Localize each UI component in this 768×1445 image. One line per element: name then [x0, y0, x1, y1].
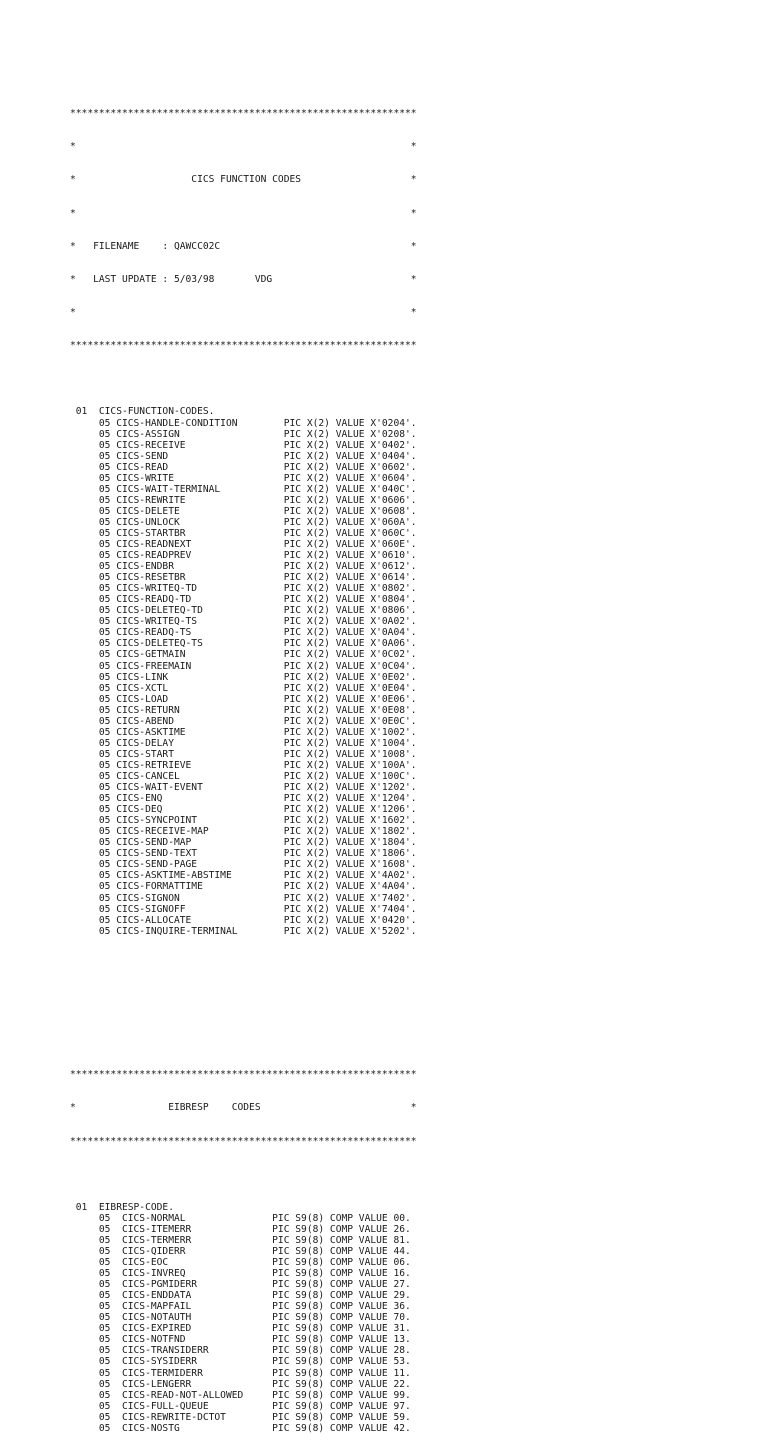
function-code-line: 05 CICS-FORMATTIME PIC X(2) VALUE X'4A04'.: [70, 881, 417, 893]
function-code-line: 05 CICS-LOAD PIC X(2) VALUE X'0E06'.: [70, 693, 417, 705]
function-code-line: 05 CICS-READ PIC X(2) VALUE X'0602'.: [70, 461, 417, 473]
function-code-line: 05 CICS-RESETBR PIC X(2) VALUE X'0614'.: [70, 572, 417, 584]
function-code-line: 05 CICS-READQ-TD PIC X(2) VALUE X'0804'.: [70, 594, 417, 606]
function-code-line: 05 CICS-RECEIVE PIC X(2) VALUE X'0402'.: [70, 439, 417, 451]
eibresp-code-line: 05 CICS-EXPIRED PIC S9(8) COMP VALUE 31.: [70, 1323, 411, 1335]
function-code-line: 05 CICS-READQ-TS PIC X(2) VALUE X'0A04'.: [70, 627, 417, 639]
eibresp-code-line: 05 CICS-SYSIDERR PIC S9(8) COMP VALUE 53.: [70, 1356, 411, 1368]
function-code-group-header: 01 CICS-FUNCTION-CODES.: [70, 406, 215, 418]
eibresp-code-line: 05 CICS-MAPFAIL PIC S9(8) COMP VALUE 36.: [70, 1301, 411, 1313]
function-code-line: 05 CICS-SEND-MAP PIC X(2) VALUE X'1804'.: [70, 837, 417, 849]
eibresp-code-line: 05 CICS-FULL-QUEUE PIC S9(8) COMP VALUE 97.: [70, 1400, 411, 1412]
function-code-line: 05 CICS-READNEXT PIC X(2) VALUE X'060E'.: [70, 539, 417, 551]
function-code-line: 05 CICS-LINK PIC X(2) VALUE X'0E02'.: [70, 671, 417, 683]
header-block: [70, 86, 417, 373]
function-code-line: 05 CICS-SEND-TEXT PIC X(2) VALUE X'1806'.: [70, 848, 417, 860]
function-code-line: 05 CICS-FREEMAIN PIC X(2) VALUE X'0C04'.: [70, 660, 417, 672]
eibresp-code-line: 05 CICS-NOSTG PIC S9(8) COMP VALUE 42.: [70, 1422, 411, 1434]
function-code-line: 05 CICS-SYNCPOINT PIC X(2) VALUE X'1602'.: [70, 815, 417, 827]
function-code-line: 05 CICS-DELETE PIC X(2) VALUE X'0608'.: [70, 505, 417, 517]
eibresp-code-line: 05 CICS-QIDERR PIC S9(8) COMP VALUE 44.: [70, 1246, 411, 1258]
function-code-line: 05 CICS-WAIT-EVENT PIC X(2) VALUE X'1202'.: [70, 782, 417, 794]
function-code-line: 05 CICS-START PIC X(2) VALUE X'1008'.: [70, 748, 417, 760]
function-code-line: 05 CICS-ENDBR PIC X(2) VALUE X'0612'.: [70, 561, 417, 573]
eibresp-code-line: 05 CICS-TERMERR PIC S9(8) COMP VALUE 81.: [70, 1234, 411, 1246]
eibresp-header-line: ************************************************************: [70, 1069, 417, 1081]
eibresp-code-line: 05 CICS-LENGERR PIC S9(8) COMP VALUE 22.: [70, 1378, 411, 1390]
spacer: [70, 1003, 417, 1014]
eibresp-header-title: * EIBRESP CODES *: [70, 1102, 417, 1114]
header-last-update: * LAST UPDATE : 5/03/98 VDG *: [70, 273, 417, 285]
function-code-line: 05 CICS-RETURN PIC X(2) VALUE X'0E08'.: [70, 704, 417, 716]
function-code-line: 05 CICS-INQUIRE-TERMINAL PIC X(2) VALUE X'5202'.: [70, 925, 417, 937]
function-code-line: 05 CICS-DELETEQ-TS PIC X(2) VALUE X'0A06'.: [70, 638, 417, 650]
function-code-line: 05 CICS-XCTL PIC X(2) VALUE X'0E04'.: [70, 682, 417, 694]
eibresp-code-line: 05 CICS-EOC PIC S9(8) COMP VALUE 06.: [70, 1257, 411, 1269]
eibresp-codes-block: [70, 1202, 417, 1434]
function-code-line: 05 CICS-HANDLE-CONDITION PIC X(2) VALUE X'0204'.: [70, 417, 417, 429]
eibresp-code-line: 05 CICS-TRANSIDERR PIC S9(8) COMP VALUE 28.: [70, 1345, 411, 1357]
eibresp-header-block: [70, 1047, 417, 1169]
function-code-line: 05 CICS-ABEND PIC X(2) VALUE X'0E0C'.: [70, 715, 417, 727]
eibresp-code-line: 05 CICS-TERMIDERR PIC S9(8) COMP VALUE 11.: [70, 1367, 411, 1379]
function-code-line: 05 CICS-WRITEQ-TS PIC X(2) VALUE X'0A02'.: [70, 616, 417, 628]
header-line: * *: [70, 141, 417, 153]
function-code-line: 05 CICS-SEND-PAGE PIC X(2) VALUE X'1608'.: [70, 859, 417, 871]
eibresp-code-line: 05 CICS-PGMIDERR PIC S9(8) COMP VALUE 27.: [70, 1279, 411, 1291]
eibresp-header-line: ************************************************************: [70, 1135, 417, 1147]
function-code-line: 05 CICS-WRITE PIC X(2) VALUE X'0604'.: [70, 472, 417, 484]
eibresp-code-line: 05 CICS-NOTFND PIC S9(8) COMP VALUE 13.: [70, 1334, 411, 1346]
function-code-line: 05 CICS-DEQ PIC X(2) VALUE X'1206'.: [70, 804, 417, 816]
function-code-line: 05 CICS-SEND PIC X(2) VALUE X'0404'.: [70, 450, 417, 462]
function-code-line: 05 CICS-CANCEL PIC X(2) VALUE X'100C'.: [70, 771, 417, 782]
eibresp-code-line: 05 CICS-REWRITE-DCTOT PIC S9(8) COMP VALUE 59.: [70, 1411, 411, 1423]
function-code-line: 05 CICS-RECEIVE-MAP PIC X(2) VALUE X'1802'.: [70, 826, 417, 838]
eibresp-code-line: 05 CICS-NOTAUTH PIC S9(8) COMP VALUE 70.: [70, 1312, 411, 1324]
header-line: * *: [70, 307, 417, 319]
eibresp-code-group-header: 01 EIBRESP-CODE.: [70, 1201, 174, 1213]
spacer: [70, 970, 417, 981]
function-code-line: 05 CICS-SIGNON PIC X(2) VALUE X'7402'.: [70, 892, 417, 904]
function-code-line: 05 CICS-ASKTIME-ABSTIME PIC X(2) VALUE X'4A02'.: [70, 870, 417, 882]
function-code-line: 05 CICS-ASSIGN PIC X(2) VALUE X'0208'.: [70, 428, 417, 440]
function-code-line: 05 CICS-ASKTIME PIC X(2) VALUE X'1002'.: [70, 726, 417, 738]
function-code-line: 05 CICS-SIGNOFF PIC X(2) VALUE X'7404'.: [70, 903, 417, 915]
function-code-line: 05 CICS-DELAY PIC X(2) VALUE X'1004'.: [70, 737, 417, 749]
eibresp-code-line: 05 CICS-ITEMERR PIC S9(8) COMP VALUE 26.: [70, 1223, 411, 1235]
header-line: ************************************************************: [70, 108, 417, 120]
function-code-line: 05 CICS-WRITEQ-TD PIC X(2) VALUE X'0802'.: [70, 583, 417, 595]
function-code-line: 05 CICS-REWRITE PIC X(2) VALUE X'0606'.: [70, 494, 417, 506]
eibresp-code-line: 05 CICS-READ-NOT-ALLOWED PIC S9(8) COMP VALUE 99.: [70, 1389, 411, 1401]
function-codes-block: [70, 406, 417, 936]
function-code-line: 05 CICS-WAIT-TERMINAL PIC X(2) VALUE X'040C'.: [70, 483, 417, 495]
function-code-line: 05 CICS-DELETEQ-TD PIC X(2) VALUE X'0806'.: [70, 605, 417, 617]
header-title: * CICS FUNCTION CODES *: [70, 174, 417, 186]
eibresp-code-line: 05 CICS-INVREQ PIC S9(8) COMP VALUE 16.: [70, 1268, 411, 1280]
function-code-line: 05 CICS-ALLOCATE PIC X(2) VALUE X'0420'.: [70, 914, 417, 926]
function-code-line: 05 CICS-GETMAIN PIC X(2) VALUE X'0C02'.: [70, 649, 417, 661]
function-code-line: 05 CICS-ENQ PIC X(2) VALUE X'1204'.: [70, 793, 417, 805]
document-page: [70, 64, 417, 1445]
eibresp-code-line: 05 CICS-ENDDATA PIC S9(8) COMP VALUE 29.: [70, 1290, 411, 1302]
eibresp-code-line: 05 CICS-NORMAL PIC S9(8) COMP VALUE 00.: [70, 1212, 411, 1224]
header-line: ************************************************************: [70, 340, 417, 352]
header-line: * *: [70, 207, 417, 219]
header-filename: * FILENAME : QAWCC02C *: [70, 240, 417, 252]
function-code-line: 05 CICS-UNLOCK PIC X(2) VALUE X'060A'.: [70, 516, 417, 528]
function-code-line: 05 CICS-STARTBR PIC X(2) VALUE X'060C'.: [70, 527, 417, 539]
function-code-line: 05 CICS-READPREV PIC X(2) VALUE X'0610'.: [70, 550, 417, 562]
function-code-line: 05 CICS-RETRIEVE PIC X(2) VALUE X'100A'.: [70, 759, 417, 771]
